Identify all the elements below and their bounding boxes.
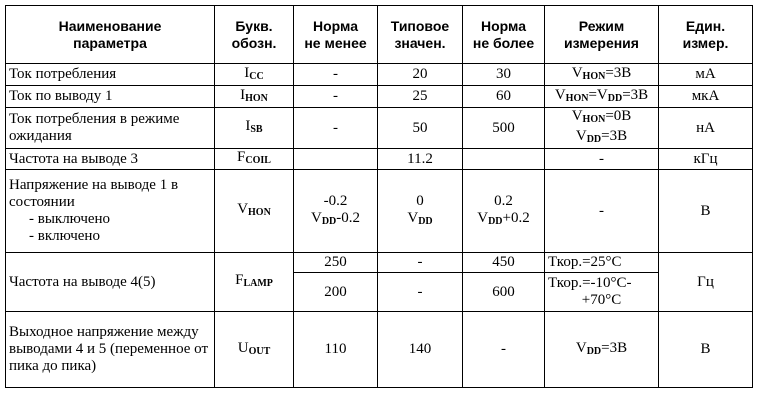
symbol-cell: $F_{COIL}$ xyxy=(215,149,294,170)
row-vhon xyxy=(6,170,753,253)
unit-cell: кГц xyxy=(659,149,753,170)
typ-cell: - xyxy=(378,253,463,273)
header-symbol: Букв. обозн. xyxy=(215,6,294,64)
typ-cell: 140 xyxy=(378,312,463,388)
param-cell: Выходное напряжение между выводами 4 и 5 (переменное от пика до пика) xyxy=(6,312,215,388)
min-cell: - xyxy=(294,108,378,149)
row-isb xyxy=(6,108,753,149)
mode-cell: $V_{HON}=0В$ $V_{DD}=3В$ xyxy=(545,108,659,149)
max-cell xyxy=(463,149,545,170)
symbol-cell: $I_{HON}$ xyxy=(215,86,294,108)
symbol-cell: $V_{HON}$ xyxy=(215,170,294,253)
row-flamp-1 xyxy=(6,253,753,273)
typ-cell: - xyxy=(378,273,463,312)
mode-cell: - xyxy=(545,149,659,170)
unit-cell: мкА xyxy=(659,86,753,108)
header-mode: Режим измерения xyxy=(545,6,659,64)
unit-cell: Гц xyxy=(659,253,753,312)
min-cell xyxy=(294,149,378,170)
header-param: Наименование параметра xyxy=(6,6,215,64)
mode-cell: $V_{HON}=3В$ xyxy=(545,64,659,86)
typ-cell: 11.2 xyxy=(378,149,463,170)
typ-cell: 25 xyxy=(378,86,463,108)
row-fcoil xyxy=(6,149,753,170)
param-cell: Напряжение на выводе 1 в состоянии - выключено - включено xyxy=(6,170,215,253)
typ-cell: 50 xyxy=(378,108,463,149)
typ-cell: 20 xyxy=(378,64,463,86)
symbol-cell: $I_{CC}$ xyxy=(215,64,294,86)
symbol-cell: $I_{SB}$ xyxy=(215,108,294,149)
header-row xyxy=(6,6,753,64)
max-cell: 30 xyxy=(463,64,545,86)
header-typ: Типовое значен. xyxy=(378,6,463,64)
param-on: - включено xyxy=(29,228,100,244)
param-cell: Ток потребления в режиме ожидания xyxy=(6,108,215,149)
max-cell: 600 xyxy=(463,273,545,312)
header-min: Норма не менее xyxy=(294,6,378,64)
max-cell: 500 xyxy=(463,108,545,149)
row-icc xyxy=(6,64,753,86)
mode-cell: - xyxy=(545,170,659,253)
row-ihon xyxy=(6,86,753,108)
max-cell: 450 xyxy=(463,253,545,273)
min-cell: - xyxy=(294,86,378,108)
mode-cell: Ткор.=25°С xyxy=(545,253,659,273)
unit-cell: В xyxy=(659,312,753,388)
max-cell: 0.2 $V_{DD}+0.2$ xyxy=(463,170,545,253)
param-cell: Частота на выводе 3 xyxy=(6,149,215,170)
max-cell: - xyxy=(463,312,545,388)
min-cell: -0.2 $V_{DD}-0.2$ xyxy=(294,170,378,253)
param-off: - выключено xyxy=(29,211,111,227)
min-cell: 200 xyxy=(294,273,378,312)
unit-cell: нА xyxy=(659,108,753,149)
symbol-cell: $U_{OUT}$ xyxy=(215,312,294,388)
typ-cell: 0 $V_{DD}$ xyxy=(378,170,463,253)
parameters-table xyxy=(5,5,753,388)
param-cell: Ток потребления xyxy=(6,64,215,86)
mode-cell: Ткор.=-10°С- +70°С xyxy=(545,273,659,312)
symbol-cell: $F_{LAMP}$ xyxy=(215,253,294,312)
mode-cell: $V_{DD}=3В$ xyxy=(545,312,659,388)
unit-cell: мА xyxy=(659,64,753,86)
max-cell: 60 xyxy=(463,86,545,108)
param-cell: Ток по выводу 1 xyxy=(6,86,215,108)
row-uout xyxy=(6,312,753,388)
param-cell: Частота на выводе 4(5) xyxy=(6,253,215,312)
mode-cell: $V_{HON}=V_{DD}=3В$ xyxy=(545,86,659,108)
unit-cell: В xyxy=(659,170,753,253)
min-cell: 110 xyxy=(294,312,378,388)
min-cell: - xyxy=(294,64,378,86)
header-unit: Един. измер. xyxy=(659,6,753,64)
header-max: Норма не более xyxy=(463,6,545,64)
min-cell: 250 xyxy=(294,253,378,273)
